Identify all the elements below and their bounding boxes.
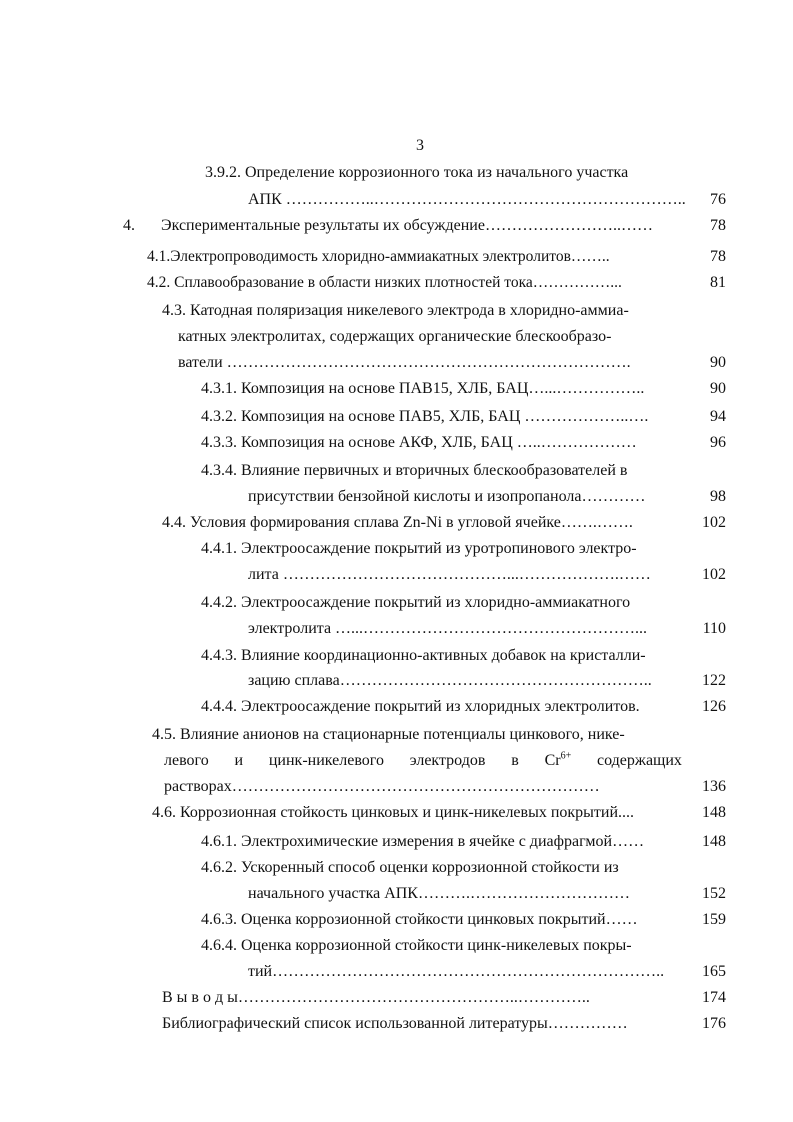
toc-entry-4-1: 4.1.Электропроводимость хлоридно-аммиакатных электролитов…….. [147, 248, 610, 265]
toc-word: в [511, 752, 519, 769]
toc-entry-4-3-3: 4.3.3. Композиция на основе АКФ, ХЛБ, БАЦ …..……………… [201, 434, 637, 451]
toc-entry-4-6-1: 4.6.1. Электрохимические измерения в ячейке с диафрагмой…… [201, 833, 645, 850]
toc-entry-4-4-2-line1: 4.4.2. Электроосаждение покрытий из хлоридно-аммиакатного [201, 594, 631, 611]
toc-entry-4-4: 4.4. Условия формирования сплава Zn-Ni в угловой ячейке…….……. [162, 514, 633, 531]
toc-entry-4-4-3-line1: 4.4.3. Влияние координационно-активных добавок на кристалли- [201, 647, 646, 664]
toc-page-4-3-4: 98 [710, 488, 726, 505]
charge-superscript: 6+ [560, 750, 572, 762]
toc-page-4-6-3: 159 [702, 911, 726, 928]
toc-entry-4: Экспериментальные результаты их обсуждение……………………..…… [161, 217, 653, 234]
toc-word: содержащих [597, 752, 682, 769]
toc-entry-4-4-3-line2: зацию сплава………………………………………………….. [248, 672, 652, 689]
toc-entry-3-9-2-line2: АПК ……………..………………………………………………….. [248, 191, 686, 208]
toc-entry-conclusions: В ы в о д ы……………………………………………..………….. [162, 989, 590, 1006]
toc-entry-4-4-1-line1: 4.4.1. Электроосаждение покрытий из уротропинового электро- [201, 540, 637, 557]
toc-page-4-3-2: 94 [710, 408, 726, 425]
toc-entry-4-3-1: 4.3.1. Композиция на основе ПАВ15, ХЛБ, БАЦ…...…………….. [201, 380, 645, 397]
toc-entry-4-6-2-line1: 4.6.2. Ускоренный способ оценки коррозионной стойкости из [201, 859, 619, 876]
toc-entry-4-6-2-line2: начального участка АПК……….………………………… [248, 885, 630, 902]
toc-page-conclusions: 174 [702, 989, 726, 1006]
toc-entry-4-3-4-line1: 4.3.4. Влияние первичных и вторичных блескообразователей в [201, 462, 628, 479]
toc-page-3-9-2: 76 [710, 191, 726, 208]
toc-page-4-6: 148 [702, 804, 726, 821]
toc-chapter-number: 4. [123, 217, 135, 234]
toc-entry-4-3-line1: 4.3. Катодная поляризация никелевого электрода в хлоридно-аммиа- [162, 302, 629, 319]
toc-entry-4-6-4-line2: тий……………………………………………………………….. [248, 963, 665, 980]
toc-page-4-6-2: 152 [702, 885, 726, 902]
toc-page-4-5: 136 [702, 778, 726, 795]
toc-entry-4-5-line3: растворах…………………………………………………………… [164, 778, 600, 795]
toc-entry-4-6: 4.6. Коррозионная стойкость цинковых и цинк-никелевых покрытий.... [152, 804, 635, 821]
toc-page-4-3-3: 96 [710, 434, 726, 451]
toc-entry-4-4-1-line2: лита ……………………………………...……………….…… [248, 566, 651, 583]
toc-entry-4-3-4-line2: присутствии бензойной кислоты и изопропанола………… [248, 488, 646, 505]
toc-word: цинк-никелевого [268, 752, 384, 769]
toc-page-4-4-2: 110 [702, 620, 726, 637]
toc-page-4-6-4: 165 [702, 963, 726, 980]
toc-entry-4-4-2-line2: электролита …...……………………………………………... [248, 620, 648, 637]
toc-entry-4-6-3: 4.6.3. Оценка коррозионной стойкости цинковых покрытий…… [201, 911, 638, 928]
toc-word: электродов [409, 752, 486, 769]
toc-page-4: 78 [710, 217, 726, 234]
toc-page-4-4-4: 126 [702, 698, 726, 715]
toc-page-4-4-3: 122 [702, 672, 726, 689]
toc-page-4-3: 90 [710, 354, 726, 371]
toc-entry-bibliography: Библиографический список использованной литературы…………… [162, 1015, 628, 1032]
toc-page-4-4: 102 [702, 514, 726, 531]
toc-entry-3-9-2-line1: 3.9.2. Определение коррозионного тока из начального участка [205, 164, 629, 181]
toc-entry-4-3-line2: катных электролитах, содержащих органические блескообразо- [178, 328, 612, 345]
toc-page-4-4-1: 102 [702, 566, 726, 583]
toc-entry-4-6-4-line1: 4.6.4. Оценка коррозионной стойкости цинк-никелевых покры- [201, 937, 632, 954]
toc-page-4-3-1: 90 [710, 380, 726, 397]
toc-word: левого [164, 752, 209, 769]
toc-entry-4-4-4: 4.4.4. Электроосаждение покрытий из хлоридных электролитов. [201, 698, 640, 715]
toc-page-bibliography: 176 [702, 1015, 726, 1032]
toc-page-4-6-1: 148 [702, 833, 726, 850]
toc-entry-4-3-2: 4.3.2. Композиция на основе ПАВ5, ХЛБ, БАЦ ………………..…. [201, 408, 649, 425]
toc-entry-4-5-line2 [164, 748, 682, 774]
chromium-ion: $Cr^{6+}$ [544, 750, 572, 769]
toc-page-4-1: 78 [710, 248, 726, 265]
toc-entry-4-5-line1: 4.5. Влияние анионов на стационарные потенциалы цинкового, нике- [152, 726, 625, 743]
page-number: 3 [416, 137, 424, 154]
toc-word: и [234, 752, 244, 769]
toc-entry-4-3-line3: ватели …………………………………………………………………. [178, 354, 631, 371]
toc-page-4-2: 81 [710, 274, 726, 291]
toc-entry-4-2: 4.2. Сплавообразование в области низких плотностей тока……………... [147, 274, 622, 291]
